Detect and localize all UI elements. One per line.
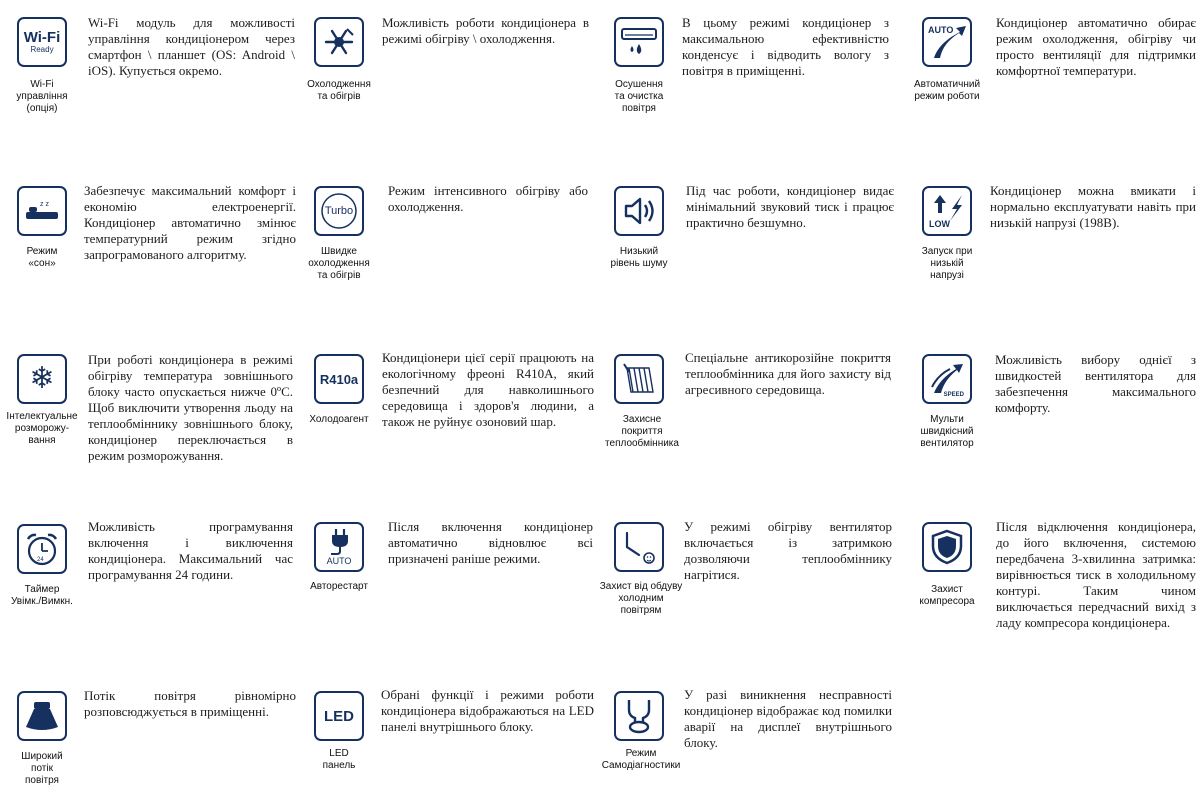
feature-caption: Інтелектуальне розморожу- вання xyxy=(6,411,78,446)
alarm-clock-timer-icon xyxy=(17,524,67,574)
wifi-ready-icon xyxy=(17,17,67,67)
turbo-icon-text: Turbo xyxy=(324,204,354,217)
svg-text:z z: z z xyxy=(40,201,49,208)
turbo-icon xyxy=(314,186,364,236)
r410a-icon-text: R410a xyxy=(319,371,359,387)
feature-description: Кондиціонери цієї серії працюють на екологічному фреоні R410A, який безпечний для навколишнього середовища і здоров'я людини, а також не руйнує озоновий шар. xyxy=(382,350,594,429)
auto-mode-icon-text: AUTO xyxy=(928,25,954,35)
feature-description: Можливість роботи кондиціонера в режимі обігріву \ охолодження. xyxy=(382,15,589,46)
feature-caption: Захист від обдуву холодним повітрям xyxy=(599,581,683,616)
snowflake-sun-icon xyxy=(314,17,364,67)
feature-caption: Запуск при низькій напрузі xyxy=(921,246,973,281)
multi-speed-fan-icon xyxy=(922,354,972,404)
feature-description: Після включення кондиціонер автоматично відновлює всі призначені раніше режими. xyxy=(388,519,593,566)
feature-description: Кондиціонер автоматично обирає режим охолодження, обігріву чи просто вентиляції для підтримки комфортної температури. xyxy=(996,15,1196,78)
multi-speed-icon-text: SPEED xyxy=(943,392,964,398)
feature-caption: Широкий потік повітря xyxy=(21,751,63,786)
feature-caption: Режим Самодіагностики xyxy=(601,748,681,771)
feature-caption: Холодоагент xyxy=(309,414,369,425)
anticorrosion-coating-icon xyxy=(614,354,664,404)
feature-description: При роботі кондиціонера в режимі обігріву температура зовнішнього блоку часто опускається нижче 0ºС. Щоб виключити утворення льоду на теплообміннику зовнішнього блоку, кондиціонер переключається в режим розморожування. xyxy=(88,352,293,463)
feature-caption: Мульти швидкісний вентилятор xyxy=(920,414,974,449)
feature-description: Можливість вибору однієї з швидкостей вентилятора для забезпечення максимального комфорту. xyxy=(995,352,1196,415)
feature-description: Режим інтенсивного обігріву або охолодження. xyxy=(388,183,588,214)
feature-description: Кондиціонер можна вмикати і нормально експлуатувати навіть при низькій напрузі (198В). xyxy=(990,183,1196,230)
feature-caption: LED панель xyxy=(322,748,356,771)
led-panel-icon xyxy=(314,691,364,741)
dehumidify-icon xyxy=(614,17,664,67)
sleep-bed-icon xyxy=(17,186,67,236)
feature-description: Забезпечує максимальний комфорт і економію електроенергії. Кондиціонер автоматично змінює температурний режим згідно запрограмованого алгоритму. xyxy=(84,183,296,262)
feature-description: В цьому режимі кондиціонер з максимальною ефективністю конденсує і відводить вологу з повітря в приміщенні. xyxy=(682,15,889,78)
r410a-icon xyxy=(314,354,364,404)
feature-description: Потік повітря рівномірно розповсюджується в приміщенні. xyxy=(84,688,296,719)
feature-description: Під час роботи, кондиціонер видає мінімальний звуковий тиск і працює практично безшумно. xyxy=(686,183,894,230)
feature-caption: Автоматичний режим роботи xyxy=(913,79,981,102)
self-diagnostics-icon xyxy=(614,691,664,741)
feature-caption: Швидке охолодження та обігрів xyxy=(308,246,370,281)
feature-description: У режимі обігріву вентилятор включається із затримкою дозволяючи теплообміннику нагрітися. xyxy=(684,519,892,582)
auto-restart-icon-text: AUTO xyxy=(326,556,352,566)
low-voltage-start-icon xyxy=(922,186,972,236)
wifi-icon-text: Wi-Fi xyxy=(23,29,61,46)
feature-caption: Таймер Увімк./Вимкн. xyxy=(11,584,73,607)
feature-caption: Охолодження та обігрів xyxy=(307,79,371,102)
defrost-icon-glyph: ❄ xyxy=(29,362,55,395)
feature-caption: Захисне покриття теплообмінника xyxy=(605,414,679,449)
wide-airflow-icon xyxy=(17,691,67,741)
led-icon-text: LED xyxy=(324,707,354,725)
feature-description: Можливість програмування включення і виключення кондиціонера. Максимальний час програмування 24 години. xyxy=(88,519,293,582)
feature-description: Обрані функції і режими роботи кондиціонера відображаються на LED панелі внутрішнього блоку. xyxy=(381,687,594,734)
low-voltage-icon-text: LOW xyxy=(929,219,950,229)
feature-caption: Wi-Fi управління (опція) xyxy=(16,79,68,114)
feature-description: Wi-Fi модуль для можливості управління кондиціонером через смартфон \ планшет (OS: Android \ iOS). Купується окремо. xyxy=(88,15,295,78)
defrost-icon xyxy=(17,354,67,404)
feature-description: У разі виникнення несправності кондиціонер відображає код помилки аварії на дисплеї внутрішнього блоку. xyxy=(684,687,892,750)
shield-icon xyxy=(922,522,972,572)
feature-caption: Режим «сон» xyxy=(26,246,58,269)
feature-caption: Авторестарт xyxy=(310,581,368,592)
timer-icon-text: 24 xyxy=(37,557,44,563)
auto-restart-plug-icon xyxy=(314,522,364,572)
feature-description: Спеціальне антикорозійне покриття теплообмінника для його захисту від агресивного середовища. xyxy=(685,350,891,397)
feature-description: Після відключення кондиціонера, до його включення, системою передбачена 3-хвилинна затримка: вирівнюється тиск в холодильному контурі. Таким чином виключається передчасний вихід з ладу компресора кондиціонера. xyxy=(996,519,1196,630)
low-noise-speaker-icon xyxy=(614,186,664,236)
feature-caption: Низький рівень шуму xyxy=(610,246,668,269)
feature-caption: Осушення та очистка повітря xyxy=(614,79,664,114)
wifi-icon-subtext: Ready xyxy=(30,45,54,54)
auto-mode-icon xyxy=(922,17,972,67)
cold-draft-protection-icon xyxy=(614,522,664,572)
feature-caption: Захист компресора xyxy=(919,584,975,607)
